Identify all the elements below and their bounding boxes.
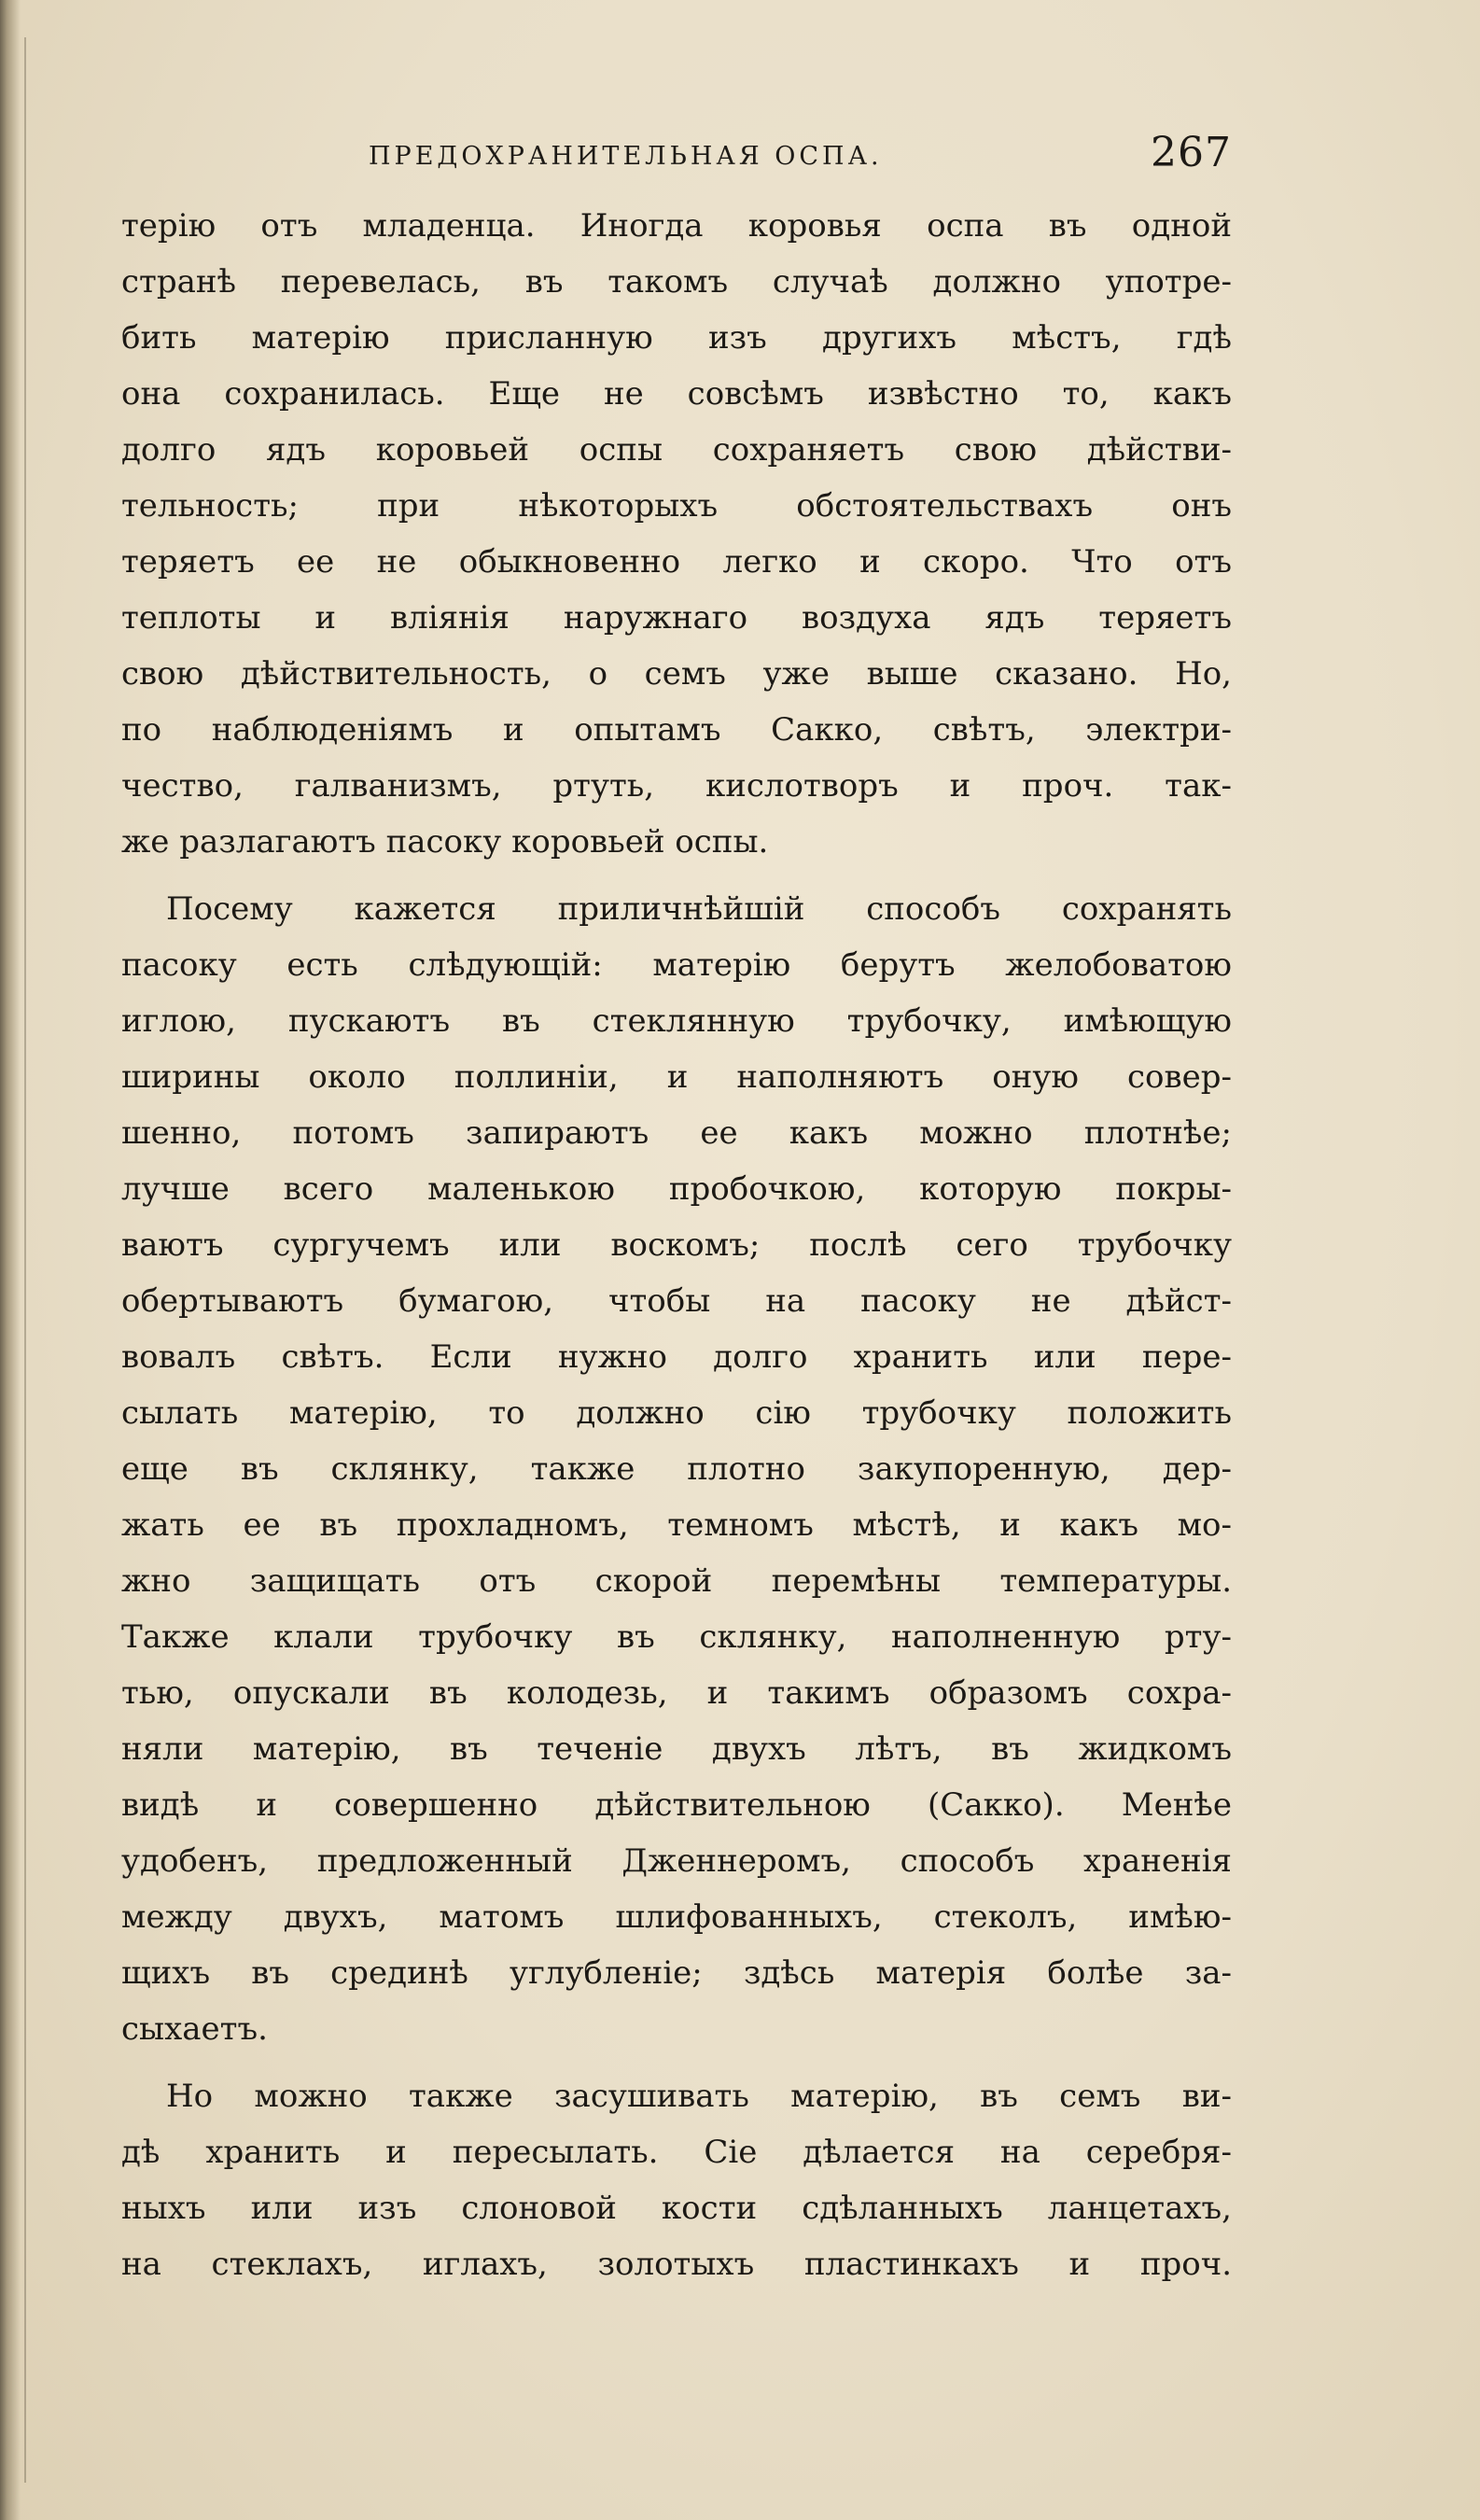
- text-line: бить матерію присланную изъ другихъ мѣстъ, гдѣ: [121, 319, 1232, 357]
- running-head: ПРЕДОХРАНИТЕЛЬНАЯ ОСПА.: [369, 142, 883, 171]
- page-gutter-shadow: [0, 0, 21, 2520]
- text-line: свою дѣйствительность, о семъ уже выше сказано. Но,: [121, 655, 1232, 693]
- text-line: Посему кажется приличнѣйшій способъ сохранять: [166, 890, 1232, 928]
- text-line: няли матерію, въ теченіе двухъ лѣтъ, въ жидкомъ: [121, 1730, 1232, 1768]
- text-line: иглою, пускаютъ въ стеклянную трубочку, имѣющую: [121, 1002, 1232, 1040]
- text-line: долго ядъ коровьей оспы сохраняетъ свою дѣйстви-: [121, 431, 1232, 469]
- text-line: обертываютъ бумагою, чтобы на пасоку не дѣйст-: [121, 1282, 1232, 1320]
- text-line: ныхъ или изъ слоновой кости сдѣланныхъ ланцетахъ,: [121, 2190, 1232, 2227]
- text-line: жать ее въ прохладномъ, темномъ мѣстѣ, и какъ мо-: [121, 1506, 1232, 1544]
- paragraph-1: [121, 198, 1232, 870]
- text-line: удобенъ, предложенный Дженнеромъ, способъ храненія: [121, 1842, 1232, 1880]
- paragraph-gap: [121, 870, 1232, 881]
- page-gutter-line: [24, 37, 26, 2483]
- text-line: на стеклахъ, иглахъ, золотыхъ пластинкахъ и проч.: [121, 2246, 1232, 2283]
- text-line: терію отъ младенца. Иногда коровья оспа въ одной: [121, 207, 1232, 245]
- text-line: пасоку есть слѣдующій: матерію берутъ желобоватою: [121, 946, 1232, 984]
- text-line: Также клали трубочку въ склянку, наполненную рту-: [121, 1618, 1232, 1656]
- paragraph-gap: [121, 2057, 1232, 2068]
- text-line: теплоты и вліянія наружнаго воздуха ядъ теряетъ: [121, 599, 1232, 637]
- text-line: щихъ въ срединѣ углубленіе; здѣсь матерія болѣе за-: [121, 1954, 1232, 1992]
- text-line: еще въ склянку, также плотно закупоренную, дер-: [121, 1450, 1232, 1488]
- text-line: дѣ хранить и пересылать. Сіе дѣлается на серебря-: [121, 2134, 1232, 2171]
- text-line: она сохранилась. Еще не совсѣмъ извѣстно то, какъ: [121, 375, 1232, 413]
- text-line: сылать матерію, то должно сію трубочку положить: [121, 1394, 1232, 1432]
- body-text: [121, 198, 1232, 2292]
- text-line: между двухъ, матомъ шлифованныхъ, стеколъ, имѣю-: [121, 1898, 1232, 1936]
- text-line: тельность; при нѣкоторыхъ обстоятельствахъ онъ: [121, 487, 1232, 525]
- text-line: сыхаетъ.: [121, 2010, 268, 2048]
- text-line: тью, опускали въ колодезь, и такимъ образомъ сохра-: [121, 1674, 1232, 1712]
- text-line: шенно, потомъ запираютъ ее какъ можно плотнѣе;: [121, 1114, 1232, 1152]
- text-line: ваютъ сургучемъ или воскомъ; послѣ сего трубочку: [121, 1226, 1232, 1264]
- text-line: странѣ перевелась, въ такомъ случаѣ должно употре-: [121, 263, 1232, 301]
- page-header: [369, 129, 1232, 185]
- text-line: Но можно также засушивать матерію, въ семъ ви-: [166, 2078, 1232, 2115]
- page-number: 267: [1151, 129, 1232, 176]
- text-line: жно защищать отъ скорой перемѣны температуры.: [121, 1562, 1232, 1600]
- text-line: по наблюденіямъ и опытамъ Сакко, свѣтъ, электри-: [121, 711, 1232, 749]
- text-line: видѣ и совершенно дѣйствительною (Сакко). Менѣе: [121, 1786, 1232, 1824]
- paragraph-3: [121, 2068, 1232, 2292]
- text-line: чество, галванизмъ, ртуть, кислотворъ и проч. так-: [121, 767, 1232, 805]
- text-line: же разлагаютъ пасоку коровьей оспы.: [121, 823, 769, 861]
- paragraph-2: [121, 881, 1232, 2057]
- text-line: теряетъ ее не обыкновенно легко и скоро. Что отъ: [121, 543, 1232, 581]
- text-line: лучше всего маленькою пробочкою, которую покры-: [121, 1170, 1232, 1208]
- text-line: вовалъ свѣтъ. Если нужно долго хранить или пере-: [121, 1338, 1232, 1376]
- text-line: ширины около поллиніи, и наполняютъ оную совер-: [121, 1058, 1232, 1096]
